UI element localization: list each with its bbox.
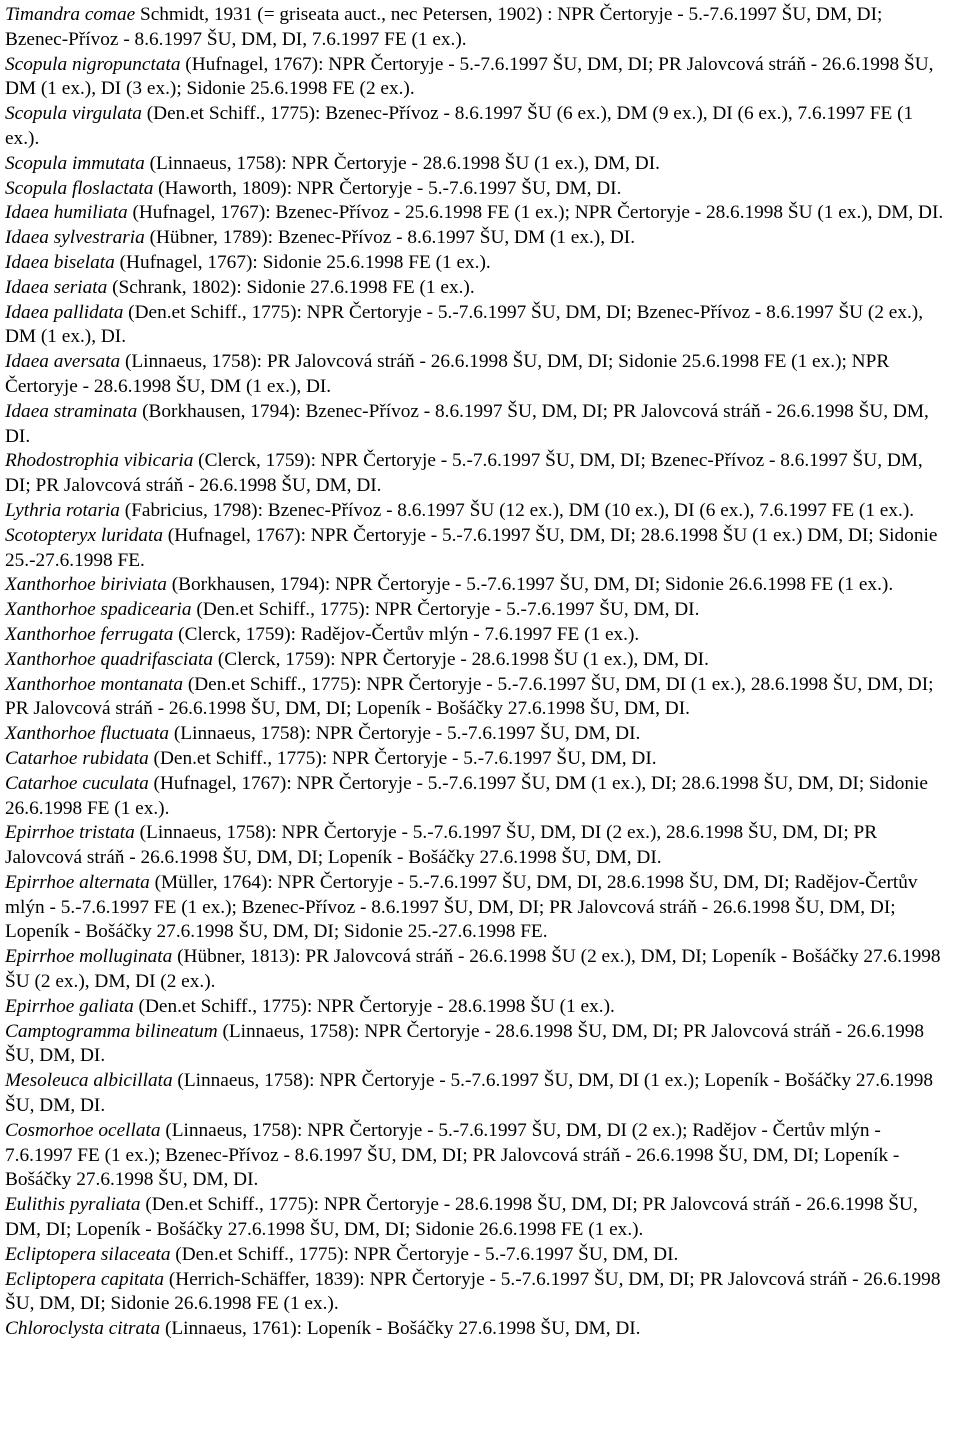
species-name: Scopula nigropunctata (5, 53, 181, 75)
species-record: (Linnaeus, 1758): NPR Čertoryje - 28.6.1998 ŠU, DM, DI; PR Jalovcová stráň - 26.6.1998 ŠU, DM, DI. (5, 1020, 925, 1067)
species-record: (Clerck, 1759): Radějov-Čertův mlýn - 7.6.1997 FE (1 ex.). (173, 623, 640, 645)
species-name: Scopula virgulata (5, 103, 142, 125)
species-entry (5, 598, 950, 623)
species-record: (Clerck, 1759): NPR Čertoryje - 5.-7.6.1997 ŠU, DM, DI; Bzenec-Přívoz - 8.6.1997 ŠU, DM, DI; PR Jalovcová stráň - 26.6.1998 ŠU, DM, DI. (5, 450, 923, 497)
species-record: (Müller, 1764): NPR Čertoryje - 5.-7.6.1997 ŠU, DM, DI, 28.6.1998 ŠU, DM, DI; Radějov-Čertův mlýn - 5.-7.6.1997 FE (1 ex.); Bzenec-Přívoz - 8.6.1997 ŠU, DM, DI; PR Jalovcová stráň - 26.6.1998 ŠU, DM, DI; Lopeník - Bošáčky 27.6.1998 ŠU, DM, DI; Sidonie 25.-27.6.1998 FE. (5, 871, 918, 943)
species-record: (Hufnagel, 1767): Bzenec-Přívoz - 25.6.1998 FE (1 ex.); NPR Čertoryje - 28.6.1998 ŠU (1 ex.), DM, DI. (127, 202, 944, 224)
species-name: Xanthorhoe montanata (5, 673, 183, 695)
species-entry (5, 226, 950, 251)
species-record: (Linnaeus, 1758): NPR Čertoryje - 5.-7.6.1997 ŠU, DM, DI. (169, 723, 641, 745)
species-name: Catarhoe cuculata (5, 772, 149, 794)
species-record: Schmidt, 1931 (= griseata auct., nec Petersen, 1902) : NPR Čertoryje - 5.-7.6.1997 ŠU, DM, DI; Bzenec-Přívoz - 8.6.1997 ŠU, DM, DI, 7.6.1997 FE (1 ex.). (5, 4, 883, 50)
species-entry (5, 1317, 950, 1342)
species-entry (5, 301, 950, 351)
species-name: Eulithis pyraliata (5, 1194, 141, 1216)
species-entry (5, 350, 950, 400)
species-entry (5, 276, 950, 301)
species-record: (Borkhausen, 1794): Bzenec-Přívoz - 8.6.1997 ŠU, DM, DI; PR Jalovcová stráň - 26.6.1998 ŠU, DM, DI. (5, 400, 929, 447)
species-entry (5, 53, 950, 103)
species-entry (5, 821, 950, 871)
species-name: Xanthorhoe biriviata (5, 574, 167, 596)
species-list (5, 3, 950, 1342)
species-name: Rhodostrophia vibicaria (5, 450, 194, 472)
species-entry (5, 995, 950, 1020)
species-name: Ecliptopera silaceata (5, 1243, 171, 1265)
species-entry (5, 251, 950, 276)
species-entry (5, 747, 950, 772)
species-record: (Linnaeus, 1758): NPR Čertoryje - 5.-7.6.1997 ŠU, DM, DI (2 ex.), 28.6.1998 ŠU, DM, DI; PR Jalovcová stráň - 26.6.1998 ŠU, DM, DI; Lopeník - Bošáčky 27.6.1998 ŠU, DM, DI. (5, 822, 878, 869)
species-record: (Linnaeus, 1758): NPR Čertoryje - 5.-7.6.1997 ŠU, DM, DI (2 ex.); Radějov - Čertův mlýn - 7.6.1997 FE (1 ex.); Bzenec-Přívoz - 8.6.1997 ŠU, DM, DI; PR Jalovcová stráň - 26.6.1998 ŠU, DM, DI; Lopeník - Bošáčky 27.6.1998 ŠU, DM, DI. (5, 1119, 900, 1191)
species-record: (Hufnagel, 1767): NPR Čertoryje - 5.-7.6.1997 ŠU, DM, DI; 28.6.1998 ŠU (1 ex.) DM, DI; Sidonie 25.-27.6.1998 FE. (5, 524, 938, 571)
species-name: Xanthorhoe ferrugata (5, 623, 174, 645)
species-entry (5, 722, 950, 747)
species-entry (5, 3, 950, 53)
species-entry (5, 573, 950, 598)
species-entry (5, 102, 950, 152)
species-record: (Den.et Schiff., 1775): NPR Čertoryje - 28.6.1998 ŠU, DM, DI; PR Jalovcová stráň - 26.6.1998 ŠU, DM, DI; Lopeník - Bošáčky 27.6.1998 ŠU, DM, DI; Sidonie 26.6.1998 FE (1 ex.). (5, 1194, 918, 1241)
species-entry (5, 648, 950, 673)
species-record: (Linnaeus, 1758): NPR Čertoryje - 28.6.1998 ŠU (1 ex.), DM, DI. (144, 152, 660, 174)
species-record: (Den.et Schiff., 1775): NPR Čertoryje - 28.6.1998 ŠU (1 ex.). (133, 995, 615, 1017)
species-record: (Haworth, 1809): NPR Čertoryje - 5.-7.6.1997 ŠU, DM, DI. (153, 177, 622, 199)
species-name: Xanthorhoe quadrifasciata (5, 648, 213, 670)
species-entry (5, 1119, 950, 1193)
species-name: Idaea biselata (5, 251, 115, 273)
species-name: Idaea aversata (5, 351, 121, 373)
species-entry (5, 1193, 950, 1243)
species-record: (Hübner, 1813): PR Jalovcová stráň - 26.6.1998 ŠU (2 ex.), DM, DI; Lopeník - Bošáčky 27.6.1998 ŠU (2 ex.), DM, DI (2 ex.). (5, 946, 941, 993)
species-record: (Hufnagel, 1767): NPR Čertoryje - 5.-7.6.1997 ŠU, DM (1 ex.), DI; 28.6.1998 ŠU, DM, DI; Sidonie 26.6.1998 FE (1 ex.). (5, 772, 928, 819)
species-entry (5, 1268, 950, 1318)
species-record: (Den.et Schiff., 1775): NPR Čertoryje - 5.-7.6.1997 ŠU, DM, DI. (170, 1243, 679, 1265)
species-name: Xanthorhoe fluctuata (5, 723, 170, 745)
species-record: (Hübner, 1789): Bzenec-Přívoz - 8.6.1997 ŠU, DM (1 ex.), DI. (144, 227, 636, 249)
species-name: Lythria rotaria (5, 499, 120, 521)
species-record: (Linnaeus, 1758): NPR Čertoryje - 5.-7.6.1997 ŠU, DM, DI (1 ex.); Lopeník - Bošáčky 27.6.1998 ŠU, DM, DI. (5, 1070, 934, 1117)
species-record: (Den.et Schiff., 1775): Bzenec-Přívoz - 8.6.1997 ŠU (6 ex.), DM (9 ex.), DI (6 ex.), 7.6.1997 FE (1 ex.). (5, 103, 914, 149)
species-entry (5, 1243, 950, 1268)
species-name: Catarhoe rubidata (5, 747, 149, 769)
species-entry (5, 945, 950, 995)
species-name: Xanthorhoe spadicearia (5, 599, 192, 621)
species-name: Idaea straminata (5, 400, 138, 422)
species-name: Idaea seriata (5, 276, 108, 298)
species-record: (Schrank, 1802): Sidonie 27.6.1998 FE (1 ex.). (107, 276, 475, 298)
species-name: Idaea sylvestraria (5, 227, 145, 249)
species-name: Epirrhoe alternata (5, 871, 150, 893)
species-entry (5, 499, 950, 524)
species-entry (5, 1020, 950, 1070)
species-name: Epirrhoe molluginata (5, 946, 173, 968)
species-name: Cosmorhoe ocellata (5, 1119, 161, 1141)
species-record: (Den.et Schiff., 1775): NPR Čertoryje - 5.-7.6.1997 ŠU, DM, DI. (148, 747, 657, 769)
species-name: Scotopteryx luridata (5, 524, 163, 546)
species-record: (Hufnagel, 1767): Sidonie 25.6.1998 FE (1 ex.). (114, 251, 491, 273)
species-entry (5, 177, 950, 202)
species-record: (Borkhausen, 1794): NPR Čertoryje - 5.-7.6.1997 ŠU, DM, DI; Sidonie 26.6.1998 FE (1 ex.). (166, 574, 894, 596)
species-record: (Clerck, 1759): NPR Čertoryje - 28.6.1998 ŠU (1 ex.), DM, DI. (213, 648, 709, 670)
species-name: Idaea humiliata (5, 202, 128, 224)
species-entry (5, 400, 950, 450)
species-name: Timandra comae (5, 4, 136, 25)
species-name: Scopula immutata (5, 152, 145, 174)
species-entry (5, 449, 950, 499)
species-record: (Den.et Schiff., 1775): NPR Čertoryje - 5.-7.6.1997 ŠU, DM, DI (1 ex.), 28.6.1998 ŠU, DM, DI; PR Jalovcová stráň - 26.6.1998 ŠU, DM, DI; Lopeník - Bošáčky 27.6.1998 ŠU, DM, DI. (5, 673, 934, 720)
species-entry (5, 871, 950, 945)
species-name: Scopula floslactata (5, 177, 154, 199)
species-name: Epirrhoe galiata (5, 995, 134, 1017)
species-record: (Linnaeus, 1761): Lopeník - Bošáčky 27.6.1998 ŠU, DM, DI. (160, 1318, 641, 1340)
species-record: (Hufnagel, 1767): NPR Čertoryje - 5.-7.6.1997 ŠU, DM, DI; PR Jalovcová stráň - 26.6.1998 ŠU, DM (1 ex.), DI (3 ex.); Sidonie 25.6.1998 FE (2 ex.). (5, 53, 934, 100)
species-entry (5, 152, 950, 177)
species-record: (Fabricius, 1798): Bzenec-Přívoz - 8.6.1997 ŠU (12 ex.), DM (10 ex.), DI (6 ex.), 7.6.1997 FE (1 ex.). (119, 499, 915, 521)
species-entry (5, 623, 950, 648)
species-record: (Den.et Schiff., 1775): NPR Čertoryje - 5.-7.6.1997 ŠU, DM, DI; Bzenec-Přívoz - 8.6.1997 ŠU (2 ex.), DM (1 ex.), DI. (5, 301, 924, 348)
species-entry (5, 201, 950, 226)
species-entry (5, 1069, 950, 1119)
species-record: (Herrich-Schäffer, 1839): NPR Čertoryje - 5.-7.6.1997 ŠU, DM, DI; PR Jalovcová stráň - 26.6.1998 ŠU, DM, DI; Sidonie 26.6.1998 FE (1 ex.). (5, 1268, 941, 1315)
species-name: Chloroclysta citrata (5, 1318, 161, 1340)
species-name: Epirrhoe tristata (5, 822, 135, 844)
species-name: Idaea pallidata (5, 301, 124, 323)
species-entry (5, 673, 950, 723)
species-name: Mesoleuca albicillata (5, 1070, 173, 1092)
species-entry (5, 524, 950, 574)
species-entry (5, 772, 950, 822)
species-name: Ecliptopera capitata (5, 1268, 165, 1290)
species-record: (Linnaeus, 1758): PR Jalovcová stráň - 26.6.1998 ŠU, DM, DI; Sidonie 25.6.1998 FE (1 ex.); NPR Čertoryje - 28.6.1998 ŠU, DM (1 ex.), DI. (5, 351, 890, 397)
species-record: (Den.et Schiff., 1775): NPR Čertoryje - 5.-7.6.1997 ŠU, DM, DI. (191, 599, 700, 621)
species-name: Camptogramma bilineatum (5, 1020, 218, 1042)
